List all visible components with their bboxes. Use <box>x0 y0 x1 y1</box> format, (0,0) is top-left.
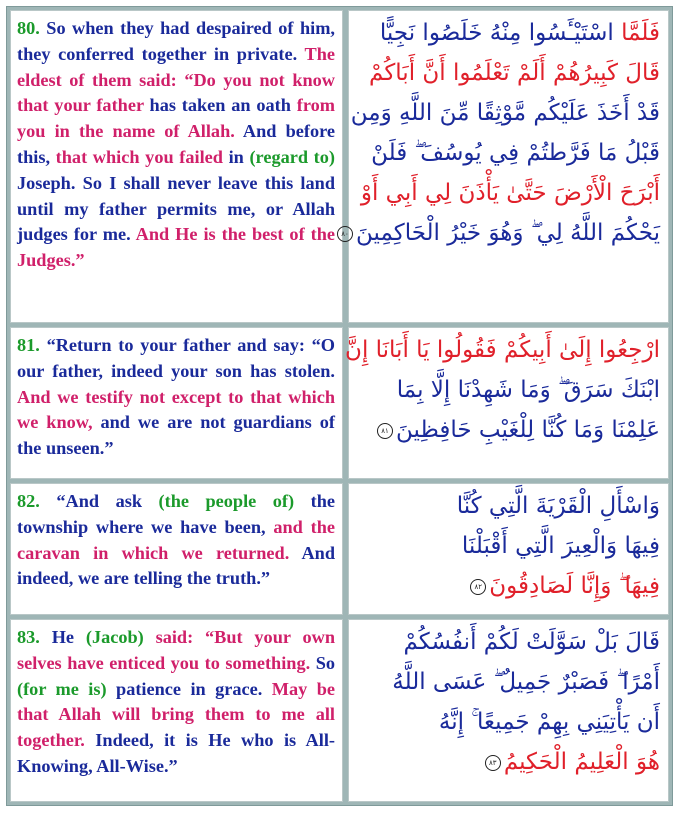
translation-segment: “Return to your father and say: “O our father, indeed your son has stolen. <box>17 335 335 381</box>
translation-82 <box>17 489 335 592</box>
arabic-cell <box>348 619 669 802</box>
arabic-segment: قَدْ أَخَذَ عَلَيْكُم مَّوْثِقًا مِّنَ اللَّهِ وَمِن <box>350 100 660 126</box>
translation-segment: patience in grace. <box>116 678 272 699</box>
translation-segment: and we are not guardians of the unseen.” <box>17 412 335 459</box>
translation-segment: (the people of) <box>158 491 311 511</box>
arabic-line <box>355 486 660 526</box>
arabic-segment: قَالَ كَبِيرُهُمْ <box>545 60 660 86</box>
translation-text <box>17 18 335 270</box>
translation-segment: in <box>228 146 250 167</box>
arabic-line <box>355 370 660 410</box>
translation-text <box>17 627 335 776</box>
translation-text <box>17 491 335 588</box>
ayah-end-marker: ٨٢ <box>470 579 486 595</box>
translation-segment: said: “But your own selves have enticed you to something. <box>17 627 335 673</box>
arabic-segment: فِيهَا وَالْعِيرَ الَّتِي أَقْبَلْنَا <box>461 533 660 559</box>
translation-segment: And we testify not except to that which we know, <box>17 386 335 433</box>
verse-number: 80. <box>17 18 40 38</box>
arabic-segment: ارْجِعُوا إِلَىٰ أَبِيكُمْ فَقُولُوا يَا أَبَانَا إِنَّ <box>345 337 660 363</box>
arabic-line <box>355 622 660 662</box>
translation-segment: your father <box>54 95 150 116</box>
translation-segment: has taken an oath <box>149 95 297 116</box>
verse-table <box>6 6 673 806</box>
arabic-segment: أَن يَأْتِيَنِي بِهِمْ جَمِيعًا ۚ إِنَّهُ <box>438 709 660 735</box>
translation-segment: May be that Allah will bring them to me all together. <box>17 678 336 751</box>
arabic-line <box>345 330 660 370</box>
arabic-line <box>341 213 660 253</box>
translation-83 <box>17 625 335 780</box>
verse-row-80 <box>10 10 669 323</box>
translation-segment: from you in the name of Allah. <box>17 95 335 142</box>
arabic-segment: فِيهَا ۖ وَإِنَّا لَصَادِقُونَ <box>489 573 660 599</box>
verse-number: 81. <box>17 335 40 355</box>
verse-number: 82. <box>17 491 40 511</box>
ayah-end-marker: ٨٠ <box>337 226 353 242</box>
arabic-line <box>355 133 660 173</box>
arabic-line <box>355 410 660 450</box>
translation-segment: And before this, <box>17 121 335 167</box>
translation-segment: Indeed, it is He who is All-Knowing, All-Wise.” <box>17 730 335 776</box>
arabic-segment: ابْنَكَ سَرَقَ ۖ وَمَا شَهِدْنَا إِلَّا بِمَا <box>396 377 660 403</box>
arabic-segment: أَبْرَحَ الْأَرْضَ حَتَّىٰ يَأْذَنَ لِي أَبِي أَوْ <box>360 180 660 206</box>
arabic-line <box>355 566 660 606</box>
arabic-line <box>350 93 660 133</box>
arabic-line <box>355 173 660 213</box>
translation-segment: that <box>17 95 55 116</box>
arabic-cell <box>341 10 669 323</box>
translation-81 <box>17 333 335 462</box>
translation-segment: the township where we have been, <box>17 491 335 537</box>
verse-row-81 <box>10 327 669 479</box>
translation-segment: And indeed, we are telling the truth.” <box>17 542 335 589</box>
translation-segment: And He is the best of the Judges.” <box>17 224 336 271</box>
translation-segment: So when they had despaired of him, they conferred together in private. <box>17 18 335 64</box>
arabic-segment: أَلَمْ تَعْلَمُوا أَنَّ أَبَاكُمْ <box>369 60 546 86</box>
translation-segment: “And ask <box>39 491 159 511</box>
ayah-end-marker: ٨٣ <box>485 755 501 771</box>
translation-segment: He <box>39 627 86 647</box>
translation-text <box>17 335 335 458</box>
translation-segment: and the caravan in which we returned. <box>17 516 335 563</box>
verse-number: 83. <box>17 627 40 647</box>
arabic-segment: عَلِمْنَا وَمَا كُنَّا لِلْغَيْبِ حَافِظِينَ <box>396 417 660 443</box>
translation-segment: Joseph. <box>17 172 83 193</box>
english-cell <box>10 619 343 802</box>
translation-segment: (for me is) <box>17 678 117 699</box>
translation-segment: (regard to) <box>249 146 335 167</box>
arabic-segment: قَبْلُ مَا فَرَّطتُمْ فِي يُوسُفَ ۖ فَلَنْ <box>371 140 660 166</box>
arabic-line <box>355 526 660 566</box>
arabic-line <box>355 742 660 782</box>
english-cell <box>10 10 343 323</box>
translation-segment: So <box>315 652 335 673</box>
arabic-line <box>355 702 660 742</box>
arabic-segment: قَالَ بَلْ سَوَّلَتْ لَكُمْ أَنفُسُكُمْ <box>403 629 660 655</box>
translation-segment: The eldest of them said: “Do you not know <box>17 43 335 90</box>
ayah-end-marker: ٨١ <box>377 423 393 439</box>
verse-row-83 <box>10 619 669 802</box>
arabic-cell <box>348 483 669 615</box>
arabic-segment: هُوَ الْعَلِيمُ الْحَكِيمُ <box>503 749 660 775</box>
arabic-line <box>355 662 660 702</box>
english-cell <box>10 483 343 615</box>
translation-80 <box>17 16 335 274</box>
arabic-segment: اسْتَيْـَٔسُوا مِنْهُ خَلَصُوا نَجِيًّا <box>379 20 614 46</box>
arabic-line <box>355 53 660 93</box>
translation-segment: So I shall never leave this land until my father permits me, or Allah judges for me. <box>17 172 335 245</box>
translation-segment: (Jacob) <box>85 627 156 647</box>
verse-row-82 <box>10 483 669 615</box>
arabic-line <box>355 13 660 53</box>
translation-segment: that which you failed <box>55 146 229 167</box>
english-cell <box>10 327 343 479</box>
arabic-segment: يَحْكُمَ اللَّهُ لِي ۖ وَهُوَ خَيْرُ الْحَاكِمِينَ <box>356 220 660 246</box>
arabic-cell <box>345 327 669 479</box>
arabic-segment: وَاسْأَلِ الْقَرْيَةَ الَّتِي كُنَّا <box>456 493 660 519</box>
arabic-segment: أَمْرًا ۖ فَصَبْرٌ جَمِيلٌ ۖ عَسَى اللَّهُ <box>392 669 660 695</box>
arabic-segment: فَلَمَّا <box>613 20 660 46</box>
